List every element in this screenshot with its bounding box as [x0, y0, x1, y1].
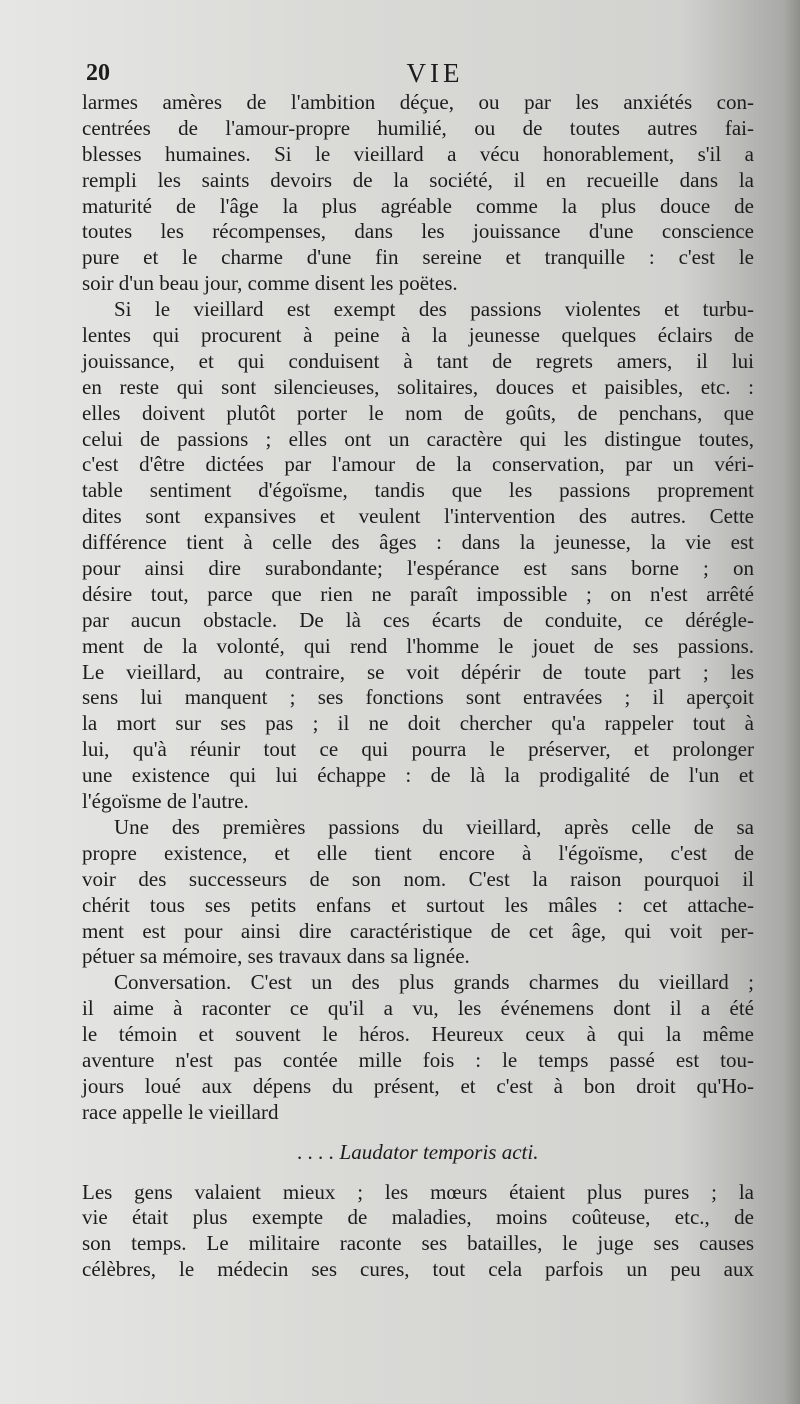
text-line: le témoin et souvent le héros. Heureux ceux à qui la même — [82, 1022, 754, 1047]
text-line: lentes qui procurent à peine à la jeunesse quelques éclairs de — [82, 323, 754, 348]
text-line: une existence qui lui échappe : de là la prodigalité de l'un et — [82, 763, 754, 788]
text-line: aventure n'est pas contée mille fois : le temps passé est tou- — [82, 1047, 754, 1072]
text-line: ment de la volonté, qui rend l'homme le jouet de ses passions. — [82, 633, 754, 658]
text-line: race appelle le vieillard — [82, 1099, 279, 1124]
text-line: chérit tous ses petits enfans et surtout les mâles : cet attache- — [82, 892, 754, 917]
text-line: son temps. Le militaire raconte ses batailles, le juge ses causes — [82, 1231, 754, 1256]
text-line: Conversation. C'est un des plus grands charmes du vieillard ; — [114, 970, 754, 995]
text-line: Une des premières passions du vieillard, après celle de sa — [114, 814, 754, 839]
quotation-line: . . . . Laudator temporis acti. — [297, 1139, 539, 1164]
text-line: sens lui manquent ; ses fonctions sont entravées ; il aperçoit — [82, 685, 754, 710]
page-header — [86, 58, 756, 92]
text-line: la mort sur ses pas ; il ne doit chercher qu'a rappeler tout à — [82, 711, 754, 736]
body-text — [82, 90, 754, 1283]
text-line: toutes les récompenses, dans les jouissance d'une conscience — [82, 219, 754, 244]
text-line: l'égoïsme de l'autre. — [82, 789, 249, 814]
text-line: soir d'un beau jour, comme disent les poëtes. — [82, 271, 458, 296]
text-line: pour ainsi dire surabondante; l'espérance est sans borne ; on — [82, 556, 754, 581]
text-line: propre existence, et elle tient encore à l'égoïsme, c'est de — [82, 840, 754, 865]
text-line: Le vieillard, au contraire, se voit dépérir de toute part ; les — [82, 659, 754, 684]
text-line: maturité de l'âge la plus agréable comme la plus douce de — [82, 193, 754, 218]
text-line: par aucun obstacle. De là ces écarts de conduite, ce dérégle- — [82, 607, 754, 632]
text-line: différence tient à celle des âges : dans la jeunesse, la vie est — [82, 530, 754, 555]
text-line: jours loué aux dépens du présent, et c'est à bon droit qu'Ho- — [82, 1073, 754, 1098]
text-line: lui, qu'à réunir tout ce qui pourra le préserver, et prolonger — [82, 737, 754, 762]
text-line: voir des successeurs de son nom. C'est la raison pourquoi il — [82, 866, 754, 891]
text-line: table sentiment d'égoïsme, tandis que les passions proprement — [82, 478, 754, 503]
text-line: centrées de l'amour-propre humilié, ou de toutes autres fai- — [82, 115, 754, 140]
text-line: elles doivent plutôt porter le nom de goûts, de penchans, que — [82, 400, 754, 425]
text-line: il aime à raconter ce qu'il a vu, les événemens dont il a été — [82, 996, 754, 1021]
text-line: en reste qui sont silencieuses, solitaires, douces et paisibles, etc. : — [82, 374, 754, 399]
text-line: pétuer sa mémoire, ses travaux dans sa lignée. — [82, 944, 470, 969]
text-line: Les gens valaient mieux ; les mœurs étaient plus pures ; la — [82, 1179, 754, 1204]
text-line: blesses humaines. Si le vieillard a vécu honorablement, s'il a — [82, 141, 754, 166]
text-line: celui de passions ; elles ont un caractère qui les distingue toutes, — [82, 426, 754, 451]
text-line: jouissance, et qui conduisent à tant de regrets amers, il lui — [82, 348, 754, 373]
text-line: Si le vieillard est exempt des passions violentes et turbu- — [114, 297, 754, 322]
page-number: 20 — [86, 60, 110, 86]
spacer — [82, 1166, 754, 1180]
text-line: dites sont expansives et veulent l'intervention des autres. Cette — [82, 504, 754, 529]
text-line: pure et le charme d'une fin sereine et tranquille : c'est le — [82, 245, 754, 270]
text-line: vie était plus exempte de maladies, moins coûteuse, etc., de — [82, 1205, 754, 1230]
text-line: rempli les saints devoirs de la société, il en recueille dans la — [82, 167, 754, 192]
text-line: c'est d'être dictées par l'amour de la conservation, par un véri- — [82, 452, 754, 477]
running-head: VIE — [406, 58, 464, 88]
text-line: larmes amères de l'ambition déçue, ou par les anxiétés con- — [82, 90, 754, 114]
text-line: désire tout, parce que rien ne paraît impossible ; on n'est arrêté — [82, 581, 754, 606]
text-line: célèbres, le médecin ses cures, tout cela parfois un peu aux — [82, 1257, 754, 1282]
text-line: ment est pour ainsi dire caractéristique de cet âge, qui voit per- — [82, 918, 754, 943]
spacer — [82, 1126, 754, 1140]
